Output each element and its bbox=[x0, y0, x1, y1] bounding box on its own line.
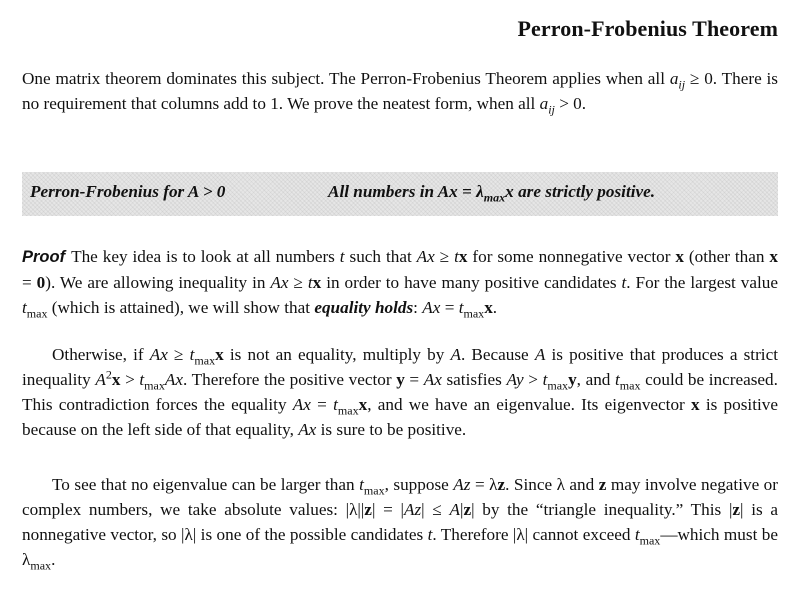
proof-label: Proof bbox=[22, 248, 66, 266]
theorem-statement-box bbox=[22, 172, 778, 216]
intro-paragraph: One matrix theorem dominates this subject. The Perron-Frobenius Theorem applies when all $a_{ij} \ge 0$. There is no requirement that columns add to 1. We prove the neatest form, when all $a_{ij} > 0$. bbox=[22, 69, 778, 117]
section-title: Perron-Frobenius Theorem bbox=[517, 16, 778, 41]
proof-paragraph: Proof The key idea is to look at all numbers t such that Ax ≥ tx for some nonnegative vector x (other than x = 0). We are allowing inequality in Ax ≥ tx in order to have many positive candidates t. For the largest value $t_{max}$ (which is attained), we will show that equality holds: $Ax = t_{max}x$. bbox=[22, 247, 778, 321]
theorem-name: Perron-Frobenius for A > 0 bbox=[30, 182, 226, 201]
paragraph-otherwise: Otherwise, if $Ax \ge t_{max}x$ is not an equality, multiply by A. Because A is positive that produces a strict inequality $A^2x > t_{max}Ax$. Therefore the positive vector y = Ax satisfies $Ay > t_{max}y$, and $t_{max}$ could be increased. This contradiction forces the equality $Ax = t_{max}x$, and we have an eigenvalue. Its eigenvector x is positive because on the left side of that equality, Ax is sure to be positive. bbox=[22, 345, 778, 439]
paragraph-eigenvalue-bound: To see that no eigenvalue can be larger than $t_{max}$, suppose Az = λz. Since λ and z may involve negative or complex numbers, we take absolute values: |λ||z| = |Az| ≤ A|z| by the “triangle inequality.” This |z| is a nonnegative vector, so |λ| is one of the possible candidates t. Therefore |λ| cannot exceed $t_{max}—which$ must be $\lambda_{max}$. bbox=[22, 475, 779, 573]
theorem-statement: All numbers in $Ax = \lambda_{max}x$ are strictly positive. bbox=[328, 182, 656, 205]
